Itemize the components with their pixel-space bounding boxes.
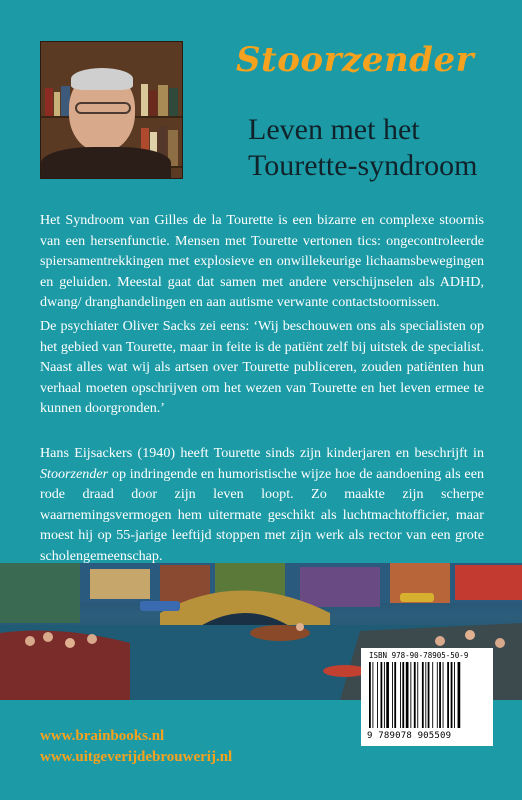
barcode-bars <box>367 662 487 728</box>
blurb-paragraph-3 <box>40 443 484 566</box>
book-title: Stoorzender <box>236 40 475 80</box>
paragraph-3-intro: Hans Eijsackers (1940) heeft Tourette sinds zijn kinderjaren en beschrijft in <box>40 445 484 461</box>
paragraph-3-book-title: Stoorzender <box>40 465 109 482</box>
blurb-paragraph-1: Het Syndroom van Gilles de la Tourette is een bizarre en complexe stoornis van een hersenfunctie. Mensen met Tourette vertonen tics: ongecontroleerde spiersamentrekkingen met explosieve en onwillekeurige lichaamsbewegingen en geluiden. Meestal gaat dat samen met andere verschijnselen als ADHD, dwang/ dranghandelingen en aan autisme verwante contactstoornissen. <box>40 212 484 310</box>
blurb-paragraph-2: De psychiater Oliver Sacks zei eens: ‘Wij beschouwen ons als specialisten op het gebied van Tourette, maar in feite is de patiënt zelf bij uitstek de specialist. Naast alles wat wij als artsen over Tourette publiceren, zouden patiënten hun verhaal moeten opschrijven om het wezen van Tourette en het leven ermee te kunnen doorgronden.’ <box>40 318 484 416</box>
website-link-uitgeverij[interactable]: www.uitgeverijdebrouwerij.nl <box>40 749 233 765</box>
isbn-number: ISBN 978-90-78905-50-9 <box>369 651 469 660</box>
publisher-links <box>40 726 232 768</box>
book-subtitle <box>248 112 478 184</box>
subtitle-line-2: Tourette-syndroom <box>248 149 478 182</box>
isbn-barcode <box>361 648 493 746</box>
barcode-digits: 9 789078 905509 <box>367 731 452 741</box>
author-photo <box>40 41 183 179</box>
paragraph-3-rest: op indringende en humoristische wijze hoe de aandoening als een rode draad door zijn leven loopt. Zo maakte zijn scherpe waarnemingsvermogen hem uitermate geschikt als luchtmachtofficier, maar moest hij op 55-jarige leeftijd stoppen met zijn werk als rector van een grote scholengemeenschap. <box>40 465 484 564</box>
subtitle-line-1: Leven met het <box>248 113 420 146</box>
website-link-brainbooks[interactable]: www.brainbooks.nl <box>40 728 165 744</box>
